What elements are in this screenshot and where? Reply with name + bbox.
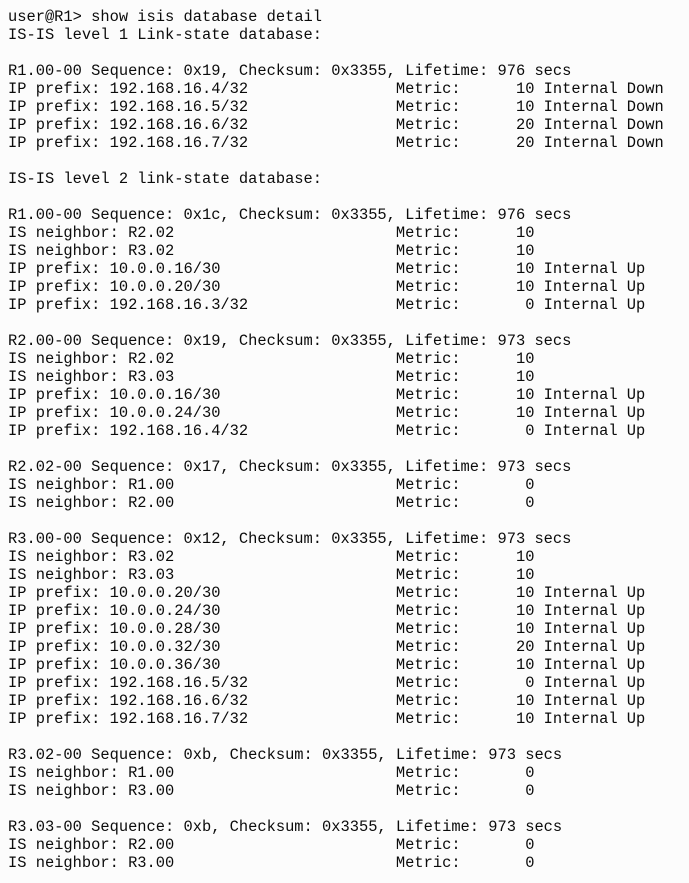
ip-prefix-row: IP prefix: 192.168.16.3/32 Metric: 0 Internal Up bbox=[8, 296, 646, 314]
is-neighbor-row: IS neighbor: R2.02 Metric: 10 bbox=[8, 224, 535, 242]
is-neighbor-row: IS neighbor: R2.02 Metric: 10 bbox=[8, 350, 535, 368]
is-neighbor-row: IS neighbor: R1.00 Metric: 0 bbox=[8, 764, 535, 782]
blank-line bbox=[8, 440, 689, 458]
blank-line bbox=[8, 188, 689, 206]
is-neighbor-row: IS neighbor: R3.03 Metric: 10 bbox=[8, 566, 535, 584]
ip-prefix-row: IP prefix: 192.168.16.5/32 Metric: 10 Internal Down bbox=[8, 98, 664, 116]
lsp-header: R2.00-00 Sequence: 0x19, Checksum: 0x3355, Lifetime: 973 secs bbox=[8, 332, 572, 350]
ip-prefix-row: IP prefix: 192.168.16.4/32 Metric: 0 Internal Up bbox=[8, 422, 646, 440]
database-title: IS-IS level 2 link-state database: bbox=[8, 170, 323, 188]
ip-prefix-row: IP prefix: 10.0.0.24/30 Metric: 10 Internal Up bbox=[8, 404, 646, 422]
blank-line bbox=[8, 512, 689, 530]
ip-prefix-row: IP prefix: 192.168.16.6/32 Metric: 20 Internal Down bbox=[8, 116, 664, 134]
lsp-header: R3.02-00 Sequence: 0xb, Checksum: 0x3355, Lifetime: 973 secs bbox=[8, 746, 563, 764]
lsp-header: R1.00-00 Sequence: 0x19, Checksum: 0x3355, Lifetime: 976 secs bbox=[8, 62, 572, 80]
is-neighbor-row: IS neighbor: R3.00 Metric: 0 bbox=[8, 782, 535, 800]
ip-prefix-row: IP prefix: 10.0.0.16/30 Metric: 10 Internal Up bbox=[8, 260, 646, 278]
ip-prefix-row: IP prefix: 192.168.16.7/32 Metric: 20 Internal Down bbox=[8, 134, 664, 152]
ip-prefix-row: IP prefix: 192.168.16.5/32 Metric: 0 Internal Up bbox=[8, 674, 646, 692]
command-line bbox=[8, 8, 689, 26]
is-neighbor-row: IS neighbor: R3.02 Metric: 10 bbox=[8, 242, 535, 260]
is-neighbor-row: IS neighbor: R3.03 Metric: 10 bbox=[8, 368, 535, 386]
isis-database-listing bbox=[8, 26, 689, 872]
ip-prefix-row: IP prefix: 10.0.0.28/30 Metric: 10 Internal Up bbox=[8, 620, 646, 638]
lsp-header: R3.03-00 Sequence: 0xb, Checksum: 0x3355, Lifetime: 973 secs bbox=[8, 818, 563, 836]
blank-line bbox=[8, 800, 689, 818]
blank-line bbox=[8, 44, 689, 62]
shell-prompt: user@R1> bbox=[8, 8, 82, 26]
ip-prefix-row: IP prefix: 192.168.16.7/32 Metric: 10 Internal Up bbox=[8, 710, 646, 728]
blank-line bbox=[8, 314, 689, 332]
is-neighbor-row: IS neighbor: R1.00 Metric: 0 bbox=[8, 476, 535, 494]
lsp-header: R1.00-00 Sequence: 0x1c, Checksum: 0x3355, Lifetime: 976 secs bbox=[8, 206, 572, 224]
database-title: IS-IS level 1 Link-state database: bbox=[8, 26, 323, 44]
blank-line bbox=[8, 728, 689, 746]
command-text: show isis database detail bbox=[91, 8, 323, 26]
lsp-header: R3.00-00 Sequence: 0x12, Checksum: 0x3355, Lifetime: 973 secs bbox=[8, 530, 572, 548]
ip-prefix-row: IP prefix: 10.0.0.36/30 Metric: 10 Internal Up bbox=[8, 656, 646, 674]
ip-prefix-row: IP prefix: 10.0.0.20/30 Metric: 10 Internal Up bbox=[8, 278, 646, 296]
ip-prefix-row: IP prefix: 192.168.16.6/32 Metric: 10 Internal Up bbox=[8, 692, 646, 710]
is-neighbor-row: IS neighbor: R2.00 Metric: 0 bbox=[8, 836, 535, 854]
ip-prefix-row: IP prefix: 10.0.0.20/30 Metric: 10 Internal Up bbox=[8, 584, 646, 602]
ip-prefix-row: IP prefix: 10.0.0.24/30 Metric: 10 Internal Up bbox=[8, 602, 646, 620]
ip-prefix-row: IP prefix: 10.0.0.32/30 Metric: 20 Internal Up bbox=[8, 638, 646, 656]
is-neighbor-row: IS neighbor: R2.00 Metric: 0 bbox=[8, 494, 535, 512]
is-neighbor-row: IS neighbor: R3.00 Metric: 0 bbox=[8, 854, 535, 872]
lsp-header: R2.02-00 Sequence: 0x17, Checksum: 0x3355, Lifetime: 973 secs bbox=[8, 458, 572, 476]
ip-prefix-row: IP prefix: 192.168.16.4/32 Metric: 10 Internal Down bbox=[8, 80, 664, 98]
ip-prefix-row: IP prefix: 10.0.0.16/30 Metric: 10 Internal Up bbox=[8, 386, 646, 404]
blank-line bbox=[8, 152, 689, 170]
is-neighbor-row: IS neighbor: R3.02 Metric: 10 bbox=[8, 548, 535, 566]
